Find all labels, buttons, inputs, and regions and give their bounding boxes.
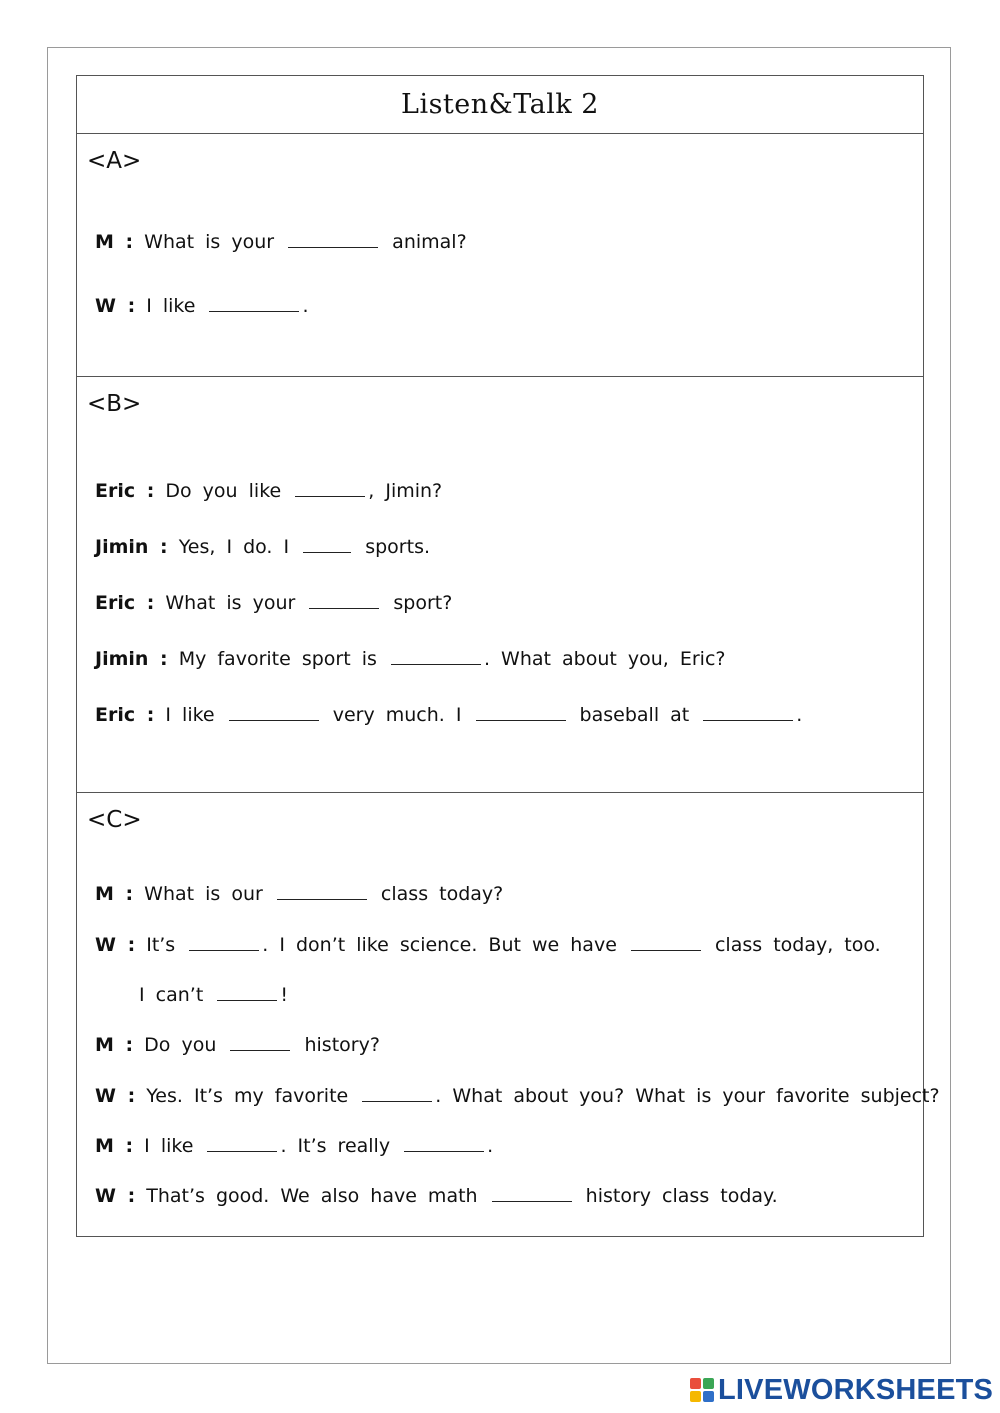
dialogue-text: .: [796, 704, 803, 726]
answer-blank[interactable]: [229, 704, 319, 721]
dialogue-text: Yes. It’s my favorite: [146, 1085, 349, 1107]
section-c-label: <C>: [87, 807, 142, 833]
answer-blank[interactable]: [230, 1034, 290, 1051]
dialogue-line: [95, 883, 503, 905]
dialogue-text: history?: [304, 1034, 380, 1056]
dialogue-text: . I don’t like science. But we have: [262, 934, 617, 956]
dialogue-text: What is your: [165, 592, 296, 614]
answer-blank[interactable]: [404, 1135, 484, 1152]
speaker: M :: [95, 883, 134, 905]
dialogue-text: What is your: [144, 231, 275, 253]
section-c: [77, 792, 940, 1236]
liveworksheets-logo[interactable]: [690, 1372, 993, 1408]
dialogue-text: history class today.: [585, 1185, 778, 1207]
dialogue-text: !: [280, 984, 288, 1006]
dialogue-text: Do you like: [165, 480, 282, 502]
dialogue-text: very much. I: [332, 704, 462, 726]
answer-blank[interactable]: [207, 1135, 277, 1152]
logo-square: [703, 1378, 714, 1389]
dialogue-text: animal?: [392, 231, 467, 253]
dialogue-text: baseball at: [579, 704, 690, 726]
speaker: W :: [95, 1085, 136, 1107]
speaker: M :: [95, 1135, 134, 1157]
dialogue-text: . It’s really: [280, 1135, 391, 1157]
speaker: W :: [95, 1185, 136, 1207]
dialogue-line: [95, 295, 309, 317]
dialogue-line: [95, 480, 442, 502]
answer-blank[interactable]: [703, 704, 793, 721]
dialogue-line: [95, 934, 881, 956]
dialogue-text: I like: [144, 1135, 194, 1157]
dialogue-text: . What about you, Eric?: [483, 648, 726, 670]
answer-blank[interactable]: [492, 1185, 572, 1202]
dialogue-line: [139, 984, 288, 1006]
speaker: W :: [95, 295, 136, 317]
dialogue-text: I can’t: [139, 984, 204, 1006]
speaker: M :: [95, 1034, 134, 1056]
logo-square: [690, 1378, 701, 1389]
speaker: M :: [95, 231, 134, 253]
answer-blank[interactable]: [288, 231, 378, 248]
dialogue-line: [95, 1135, 493, 1157]
dialogue-text: My favorite sport is: [178, 648, 377, 670]
answer-blank[interactable]: [362, 1085, 432, 1102]
speaker: Jimin :: [95, 648, 168, 670]
dialogue-line: [95, 1185, 778, 1207]
answer-blank[interactable]: [277, 883, 367, 900]
dialogue-text: What is our: [144, 883, 263, 905]
speaker: W :: [95, 934, 136, 956]
dialogue-text: . What about you? What is your favorite subject?: [435, 1085, 940, 1107]
section-b: [77, 376, 923, 792]
dialogue-line: [95, 1034, 380, 1056]
dialogue-line: [95, 648, 725, 670]
dialogue-text: .: [487, 1135, 494, 1157]
answer-blank[interactable]: [189, 934, 259, 951]
section-a-label: <A>: [87, 148, 142, 174]
dialogue-text: class today, too.: [714, 934, 881, 956]
answer-blank[interactable]: [209, 295, 299, 312]
section-a: [77, 134, 923, 376]
answer-blank[interactable]: [631, 934, 701, 951]
dialogue-text: I like: [146, 295, 196, 317]
logo-square: [690, 1391, 701, 1402]
speaker: Eric :: [95, 480, 155, 502]
answer-blank[interactable]: [476, 704, 566, 721]
logo-square: [703, 1391, 714, 1402]
dialogue-text: .: [302, 295, 309, 317]
dialogue-line: [95, 231, 467, 253]
answer-blank[interactable]: [303, 536, 351, 553]
speaker: Jimin :: [95, 536, 168, 558]
dialogue-text: That’s good. We also have math: [146, 1185, 478, 1207]
dialogue-text: , Jimin?: [368, 480, 443, 502]
answer-blank[interactable]: [309, 592, 379, 609]
dialogue-line: [95, 536, 430, 558]
answer-blank[interactable]: [391, 648, 481, 665]
logo-text: LIVEWORKSHEETS: [718, 1373, 994, 1406]
answer-blank[interactable]: [295, 480, 365, 497]
worksheet-table: [76, 75, 940, 1237]
worksheet-title: Listen&Talk 2: [77, 76, 923, 134]
speaker: Eric :: [95, 704, 155, 726]
dialogue-text: sport?: [393, 592, 453, 614]
dialogue-text: It’s: [146, 934, 176, 956]
dialogue-line: [95, 704, 802, 726]
liveworksheets-logo-icon: [690, 1378, 714, 1402]
dialogue-text: class today?: [380, 883, 504, 905]
answer-blank[interactable]: [217, 984, 277, 1001]
section-b-label: <B>: [87, 391, 142, 417]
dialogue-text: Yes, I do. I: [178, 536, 290, 558]
dialogue-text: Do you: [144, 1034, 217, 1056]
speaker: Eric :: [95, 592, 155, 614]
dialogue-line: [95, 1085, 940, 1107]
dialogue-text: sports.: [365, 536, 431, 558]
dialogue-line: [95, 592, 452, 614]
dialogue-text: I like: [165, 704, 215, 726]
